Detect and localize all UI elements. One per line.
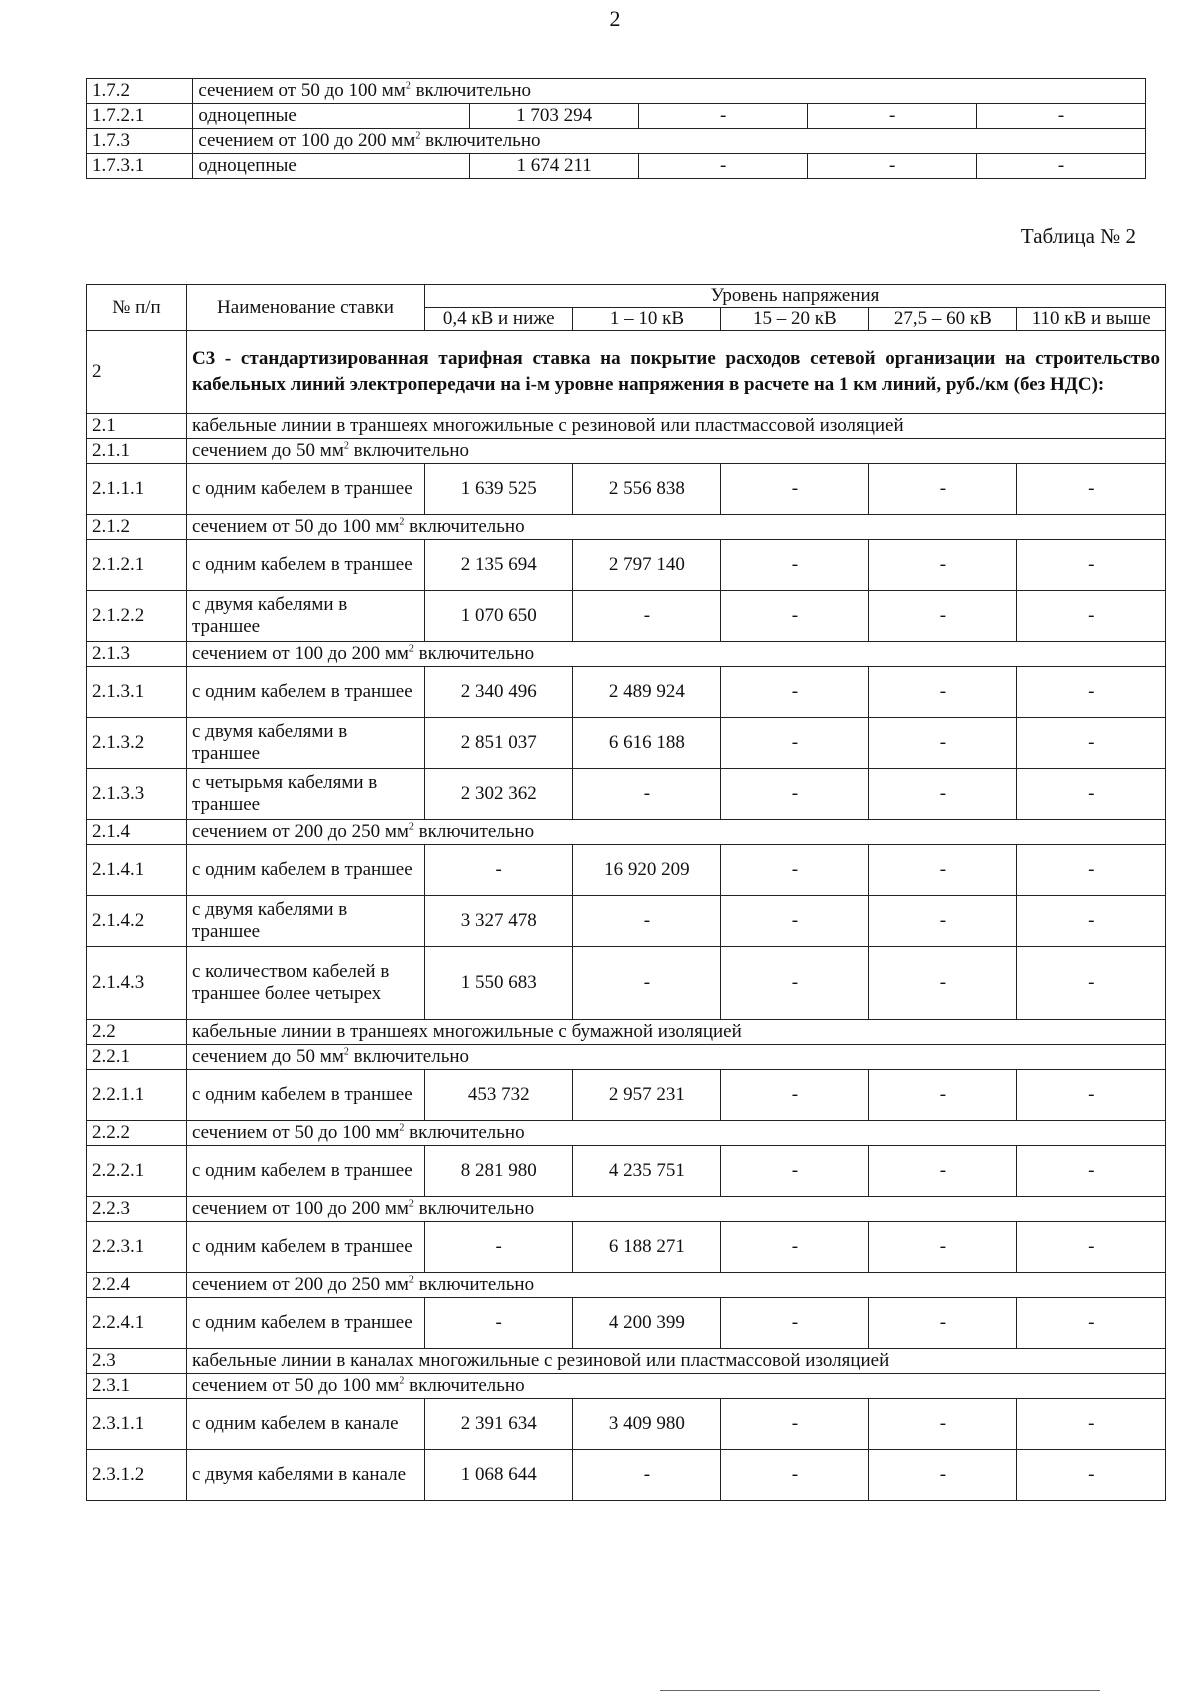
section-text-suffix: включительно xyxy=(413,1198,535,1219)
table-row xyxy=(87,540,1166,591)
value-cell: - xyxy=(1017,464,1166,515)
section-text-suffix: включительно xyxy=(413,643,535,664)
value-cell: - xyxy=(977,154,1146,179)
section-title xyxy=(186,414,1165,439)
value-cell: 1 068 644 xyxy=(425,1450,573,1501)
row-number: 2.1.3.1 xyxy=(87,667,187,718)
section-text: сечением до 50 мм xyxy=(191,440,344,461)
section-text: сечением от 100 до 200 мм xyxy=(191,1198,409,1219)
superscript: 2 xyxy=(405,80,411,92)
table-row xyxy=(87,1020,1166,1045)
section-text: сечением от 50 до 100 мм xyxy=(198,80,406,101)
value-cell: 1 070 650 xyxy=(425,591,573,642)
value-cell: 8 281 980 xyxy=(425,1146,573,1197)
value-cell: - xyxy=(721,1146,869,1197)
value-cell: 2 135 694 xyxy=(425,540,573,591)
superscript: 2 xyxy=(343,1046,349,1058)
header-voltage-level: Уровень напряжения xyxy=(425,285,1166,308)
value-cell: 1 550 683 xyxy=(425,947,573,1020)
rate-name: с двумя кабелями в траншее xyxy=(186,591,424,642)
section-text-suffix: включительно xyxy=(348,1046,470,1067)
value-cell: - xyxy=(721,718,869,769)
value-cell: - xyxy=(808,154,977,179)
superscript: 2 xyxy=(399,1375,405,1387)
value-cell: - xyxy=(869,947,1017,1020)
rate-name: одноцепные xyxy=(193,104,470,129)
superscript: 2 xyxy=(399,1122,405,1134)
value-cell: - xyxy=(721,1298,869,1349)
table-row xyxy=(87,1298,1166,1349)
row-number: 2.2.4.1 xyxy=(87,1298,187,1349)
value-cell: - xyxy=(869,591,1017,642)
value-cell: - xyxy=(573,947,721,1020)
value-cell: - xyxy=(425,845,573,896)
section-title xyxy=(186,1020,1165,1045)
row-number: 1.7.3.1 xyxy=(87,154,193,179)
header-level-4: 110 кВ и выше xyxy=(1017,308,1166,331)
value-cell: 3 327 478 xyxy=(425,896,573,947)
value-cell: - xyxy=(721,1450,869,1501)
value-cell: - xyxy=(1017,769,1166,820)
section-title xyxy=(186,820,1165,845)
section-text-suffix: включительно xyxy=(404,516,525,537)
value-cell: - xyxy=(1017,1298,1166,1349)
rate-name: с количеством кабелей в траншее более четырех xyxy=(186,947,424,1020)
row-number: 2.1.3.3 xyxy=(87,769,187,820)
value-cell: - xyxy=(721,947,869,1020)
value-cell: - xyxy=(573,591,721,642)
value-cell: 1 674 211 xyxy=(470,154,639,179)
value-cell: - xyxy=(869,769,1017,820)
value-cell: - xyxy=(869,1450,1017,1501)
rate-name: с двумя кабелями в траншее xyxy=(186,896,424,947)
table-row xyxy=(87,154,1146,179)
superscript: 2 xyxy=(408,821,414,833)
row-number: 2.1.3 xyxy=(87,642,187,667)
value-cell: - xyxy=(1017,667,1166,718)
row-number: 2.2.2.1 xyxy=(87,1146,187,1197)
section-text-suffix: включительно xyxy=(413,1274,535,1295)
section-text: сечением от 200 до 250 мм xyxy=(191,1274,409,1295)
value-cell: - xyxy=(869,1146,1017,1197)
table-row xyxy=(87,104,1146,129)
value-cell: 2 797 140 xyxy=(573,540,721,591)
row-number: 2.1.1.1 xyxy=(87,464,187,515)
value-cell: 2 302 362 xyxy=(425,769,573,820)
value-cell: - xyxy=(573,769,721,820)
table-row xyxy=(87,896,1166,947)
rate-name: с одним кабелем в траншее xyxy=(186,845,424,896)
value-cell: - xyxy=(721,1070,869,1121)
value-cell: - xyxy=(1017,718,1166,769)
section-text: кабельные линии в траншеях многожильные с резиновой или пластмассовой изоляцией xyxy=(191,415,904,436)
table-row xyxy=(87,845,1166,896)
table-row xyxy=(87,79,1146,104)
row-number: 2.2.1.1 xyxy=(87,1070,187,1121)
row-number: 1.7.2 xyxy=(87,79,193,104)
superscript: 2 xyxy=(408,1274,414,1286)
section-text: сечением от 50 до 100 мм xyxy=(191,1122,400,1143)
rate-name: с одним кабелем в канале xyxy=(186,1399,424,1450)
section-text-suffix: включительно xyxy=(404,1122,525,1143)
rate-name: с одним кабелем в траншее xyxy=(186,1070,424,1121)
table-row xyxy=(87,414,1166,439)
table-row xyxy=(87,769,1166,820)
value-cell: - xyxy=(869,718,1017,769)
superscript: 2 xyxy=(415,130,421,142)
value-cell: - xyxy=(1017,1222,1166,1273)
table-row xyxy=(87,1273,1166,1298)
superscript: 2 xyxy=(408,1198,414,1210)
table-row xyxy=(87,439,1166,464)
rate-name: с одним кабелем в траншее xyxy=(186,667,424,718)
value-cell: 6 188 271 xyxy=(573,1222,721,1273)
section-text: сечением от 100 до 200 мм xyxy=(191,643,409,664)
value-cell: - xyxy=(721,1222,869,1273)
rate-name: с двумя кабелями в канале xyxy=(186,1450,424,1501)
value-cell: - xyxy=(869,1298,1017,1349)
scan-artifact-line xyxy=(660,1690,1100,1691)
row-number: 2.3.1.1 xyxy=(87,1399,187,1450)
section-title xyxy=(186,439,1165,464)
rate-name: с одним кабелем в траншее xyxy=(186,1146,424,1197)
value-cell: - xyxy=(721,464,869,515)
value-cell: - xyxy=(869,1399,1017,1450)
value-cell: - xyxy=(869,464,1017,515)
value-cell: 6 616 188 xyxy=(573,718,721,769)
section-title xyxy=(186,1197,1165,1222)
value-cell: - xyxy=(869,1222,1017,1273)
rate-name: с двумя кабелями в траншее xyxy=(186,718,424,769)
value-cell: - xyxy=(1017,896,1166,947)
table-caption: Таблица № 2 xyxy=(1020,224,1136,248)
table-row xyxy=(87,718,1166,769)
value-cell: - xyxy=(1017,845,1166,896)
header-level-2: 15 – 20 кВ xyxy=(721,308,869,331)
row-number: 2.2.3.1 xyxy=(87,1222,187,1273)
value-cell: - xyxy=(573,896,721,947)
superscript: 2 xyxy=(408,643,414,655)
section-title xyxy=(186,1374,1165,1399)
rate-name: с одним кабелем в траншее xyxy=(186,540,424,591)
rate-heading: С3 - стандартизированная тарифная ставка на покрытие расходов сетевой организации на строительство кабельных линий электропередачи на i-м уровне напряжения в расчете на 1 км линий, руб./км (без НДС): xyxy=(186,331,1165,414)
rate-name: с четырьмя кабелями в траншее xyxy=(186,769,424,820)
section-text: кабельные линии в траншеях многожильные с бумажной изоляцией xyxy=(191,1021,742,1042)
value-cell: - xyxy=(721,1399,869,1450)
header-number: № п/п xyxy=(87,285,187,331)
table-row xyxy=(87,1146,1166,1197)
section-title xyxy=(186,1045,1165,1070)
value-cell: 1 703 294 xyxy=(470,104,639,129)
row-number: 2.2.4 xyxy=(87,1273,187,1298)
value-cell: 2 556 838 xyxy=(573,464,721,515)
row-number: 2.1.4.2 xyxy=(87,896,187,947)
rate-name: с одним кабелем в траншее xyxy=(186,1222,424,1273)
section-text-suffix: включительно xyxy=(404,1375,525,1396)
table-row xyxy=(87,947,1166,1020)
value-cell: - xyxy=(721,540,869,591)
value-cell: - xyxy=(1017,947,1166,1020)
value-cell: - xyxy=(721,896,869,947)
row-number: 2.3 xyxy=(87,1349,187,1374)
row-number: 2.1.1 xyxy=(87,439,187,464)
value-cell: - xyxy=(721,591,869,642)
section-text-suffix: включительно xyxy=(410,80,532,101)
rate-name: одноцепные xyxy=(193,154,470,179)
value-cell: - xyxy=(1017,1070,1166,1121)
value-cell: 453 732 xyxy=(425,1070,573,1121)
row-number: 1.7.3 xyxy=(87,129,193,154)
table-row xyxy=(87,642,1166,667)
value-cell: 2 391 634 xyxy=(425,1399,573,1450)
section-text: сечением от 200 до 250 мм xyxy=(191,821,409,842)
row-number: 1.7.2.1 xyxy=(87,104,193,129)
value-cell: - xyxy=(639,104,808,129)
table-row xyxy=(87,1349,1166,1374)
superscript: 2 xyxy=(343,440,349,452)
value-cell: - xyxy=(1017,591,1166,642)
header-level-3: 27,5 – 60 кВ xyxy=(869,308,1017,331)
row-number: 2.1.3.2 xyxy=(87,718,187,769)
value-cell: - xyxy=(869,540,1017,591)
value-cell: - xyxy=(808,104,977,129)
value-cell: 2 957 231 xyxy=(573,1070,721,1121)
section-text-suffix: включительно xyxy=(413,821,535,842)
table-row xyxy=(87,1045,1166,1070)
value-cell: 3 409 980 xyxy=(573,1399,721,1450)
value-cell: - xyxy=(869,896,1017,947)
table-row xyxy=(87,1121,1166,1146)
value-cell: 16 920 209 xyxy=(573,845,721,896)
value-cell: - xyxy=(639,154,808,179)
tariff-table xyxy=(86,284,1166,1501)
section-title xyxy=(186,515,1165,540)
table-row xyxy=(87,1374,1166,1399)
section-text-suffix: включительно xyxy=(348,440,470,461)
value-cell: - xyxy=(869,667,1017,718)
table-row xyxy=(87,1222,1166,1273)
table-row xyxy=(87,515,1166,540)
table-row xyxy=(87,1399,1166,1450)
table-row xyxy=(87,1070,1166,1121)
row-number: 2.1.4.3 xyxy=(87,947,187,1020)
section-title xyxy=(186,642,1165,667)
header-rate-name: Наименование ставки xyxy=(186,285,424,331)
value-cell: - xyxy=(425,1222,573,1273)
continued-table-fragment xyxy=(86,78,1146,179)
value-cell: - xyxy=(869,1070,1017,1121)
row-number: 2.1.4.1 xyxy=(87,845,187,896)
row-number: 2.2 xyxy=(87,1020,187,1045)
section-title xyxy=(186,1273,1165,1298)
value-cell: - xyxy=(1017,1146,1166,1197)
section-text: кабельные линии в каналах многожильные с резиновой или пластмассовой изоляцией xyxy=(191,1350,890,1371)
row-number: 2 xyxy=(87,331,187,414)
value-cell: - xyxy=(721,769,869,820)
row-number: 2.1 xyxy=(87,414,187,439)
value-cell: 1 639 525 xyxy=(425,464,573,515)
value-cell: 2 851 037 xyxy=(425,718,573,769)
rate-name: с одним кабелем в траншее xyxy=(186,1298,424,1349)
table-row xyxy=(87,667,1166,718)
value-cell: - xyxy=(1017,1399,1166,1450)
row-number: 2.1.2.2 xyxy=(87,591,187,642)
section-title xyxy=(193,129,1146,154)
table-row xyxy=(87,1450,1166,1501)
value-cell: 4 235 751 xyxy=(573,1146,721,1197)
section-title xyxy=(193,79,1146,104)
table-header-row-1 xyxy=(87,285,1166,308)
table-row xyxy=(87,464,1166,515)
rate-name: с одним кабелем в траншее xyxy=(186,464,424,515)
section-text: сечением от 100 до 200 мм xyxy=(198,130,416,151)
section-text-suffix: включительно xyxy=(420,130,541,151)
table-row xyxy=(87,820,1166,845)
value-cell: 2 489 924 xyxy=(573,667,721,718)
section-text: сечением от 50 до 100 мм xyxy=(191,1375,400,1396)
value-cell: - xyxy=(425,1298,573,1349)
header-level-1: 1 – 10 кВ xyxy=(573,308,721,331)
section-text: сечением до 50 мм xyxy=(191,1046,344,1067)
section-text: сечением от 50 до 100 мм xyxy=(191,516,400,537)
row-number: 2.3.1.2 xyxy=(87,1450,187,1501)
value-cell: - xyxy=(869,845,1017,896)
page-number: 2 xyxy=(609,6,621,31)
value-cell: - xyxy=(1017,1450,1166,1501)
row-number: 2.1.2.1 xyxy=(87,540,187,591)
value-cell: - xyxy=(573,1450,721,1501)
value-cell: 2 340 496 xyxy=(425,667,573,718)
value-cell: - xyxy=(977,104,1146,129)
row-number: 2.2.3 xyxy=(87,1197,187,1222)
table-row xyxy=(87,1197,1166,1222)
table-row xyxy=(87,129,1146,154)
value-cell: - xyxy=(721,845,869,896)
row-number: 2.2.2 xyxy=(87,1121,187,1146)
section-title xyxy=(186,1349,1165,1374)
value-cell: - xyxy=(721,667,869,718)
value-cell: 4 200 399 xyxy=(573,1298,721,1349)
value-cell: - xyxy=(1017,540,1166,591)
row-number: 2.1.2 xyxy=(87,515,187,540)
section-title xyxy=(186,1121,1165,1146)
table-row xyxy=(87,331,1166,414)
table-row xyxy=(87,591,1166,642)
superscript: 2 xyxy=(399,516,405,528)
row-number: 2.1.4 xyxy=(87,820,187,845)
row-number: 2.2.1 xyxy=(87,1045,187,1070)
header-level-0: 0,4 кВ и ниже xyxy=(425,308,573,331)
row-number: 2.3.1 xyxy=(87,1374,187,1399)
